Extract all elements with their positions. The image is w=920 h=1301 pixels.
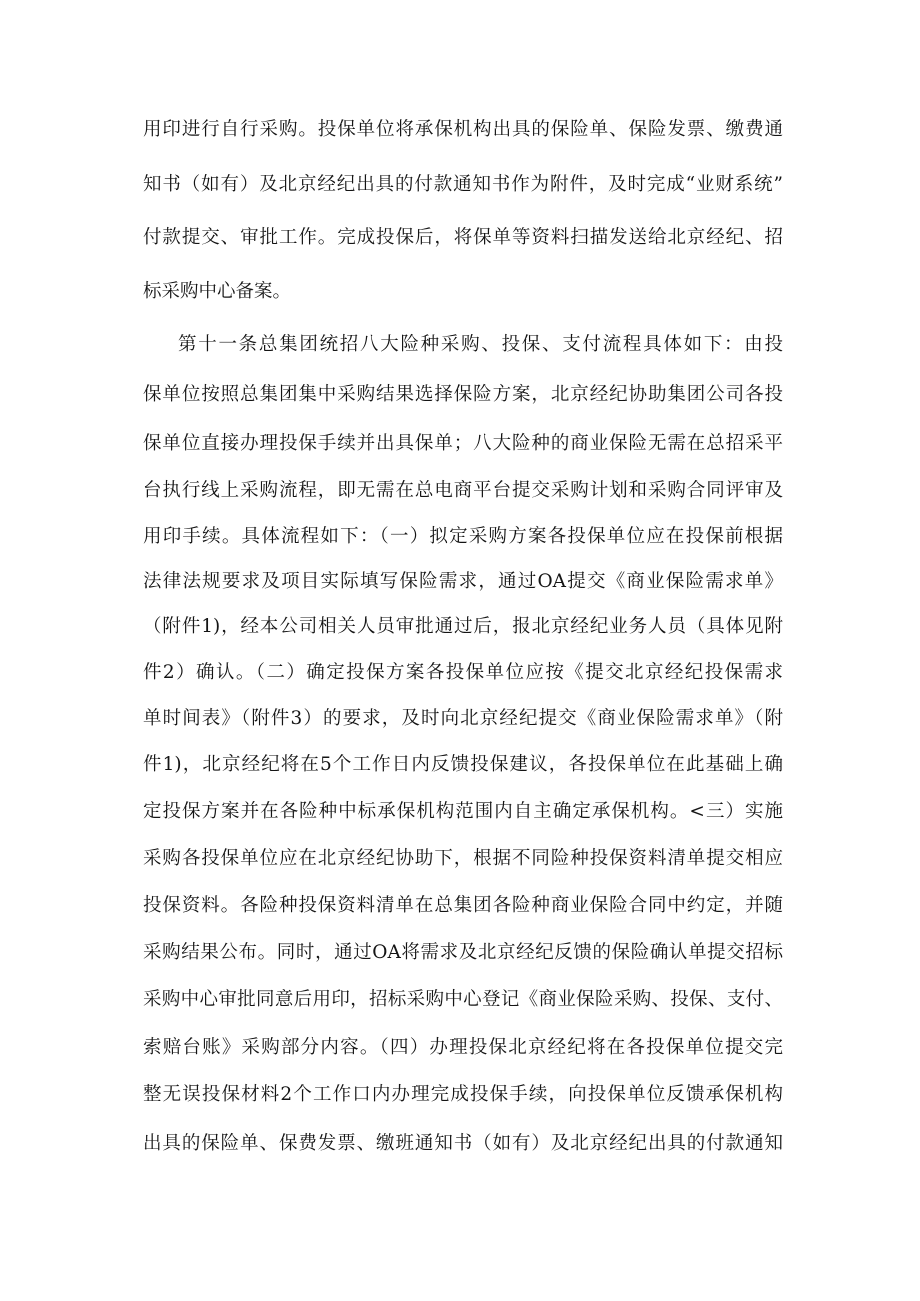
text-line: 采购各投保单位应在北京经纪协助下，根据不同险种投保资料清单提交相应: [143, 848, 783, 869]
text-line: 台执行线上采购流程，即无需在总电商平台提交采购计划和采购合同评审及: [143, 480, 783, 501]
text-line: 知书（如有）及北京经纪出具的付款通知书作为附件，及时完成“业财系统”: [143, 174, 783, 195]
text-line: 用印手续。具体流程如下：（一）拟定采购方案各投保单位应在投保前根据: [143, 526, 783, 547]
text-line: 标采购中心备案。: [143, 281, 292, 302]
text-line: 采购中心审批同意后用印，招标采购中心登记《商业保险采购、投保、支付、: [143, 989, 783, 1010]
text-line: 投保资料。各险种投保资料清单在总集团各险种商业保险合同中约定，并随: [143, 895, 783, 916]
text-line: 整无误投保材料2个工作口内办理完成投保手续，向投保单位反馈承保机构: [143, 1084, 783, 1105]
text-line: 采购结果公布。同时，通过OA将需求及北京经纪反馈的保险确认单提交招标: [143, 942, 783, 963]
text-line: 付款提交、审批工作。完成投保后，将保单等资料扫描发送给北京经纪、招: [143, 227, 783, 248]
text-line: 出具的保险单、保费发票、缴班通知书（如有）及北京经纪出具的付款通知: [143, 1133, 783, 1154]
text-line: 法律法规要求及项目实际填写保险需求，通过OA提交《商业保险需求单》: [143, 571, 783, 592]
text-line: 定投保方案并在各险种中标承保机构范围内自主确定承保机构。<三）实施: [143, 801, 783, 822]
text-line: 第十一条总集团统招八大险种采购、投保、支付流程具体如下：由投: [178, 334, 783, 355]
text-line: 用印进行自行采购。投保单位将承保机构出具的保险单、保险发票、缴费通: [143, 119, 783, 140]
text-line: 保单位直接办理投保手续并出具保单；八大险种的商业保险无需在总招采平: [143, 433, 783, 454]
text-line: 件2）确认。（二）确定投保方案各投保单位应按《提交北京经纪投保需求: [143, 662, 783, 683]
text-line: 件1)，北京经纪将在5个工作日内反馈投保建议，各投保单位在此基础上确: [143, 754, 783, 775]
text-line: （附件1)，经本公司相关人员审批通过后，报北京经纪业务人员（具体见附: [143, 616, 783, 637]
text-line: 索赔台账》采购部分内容。（四）办理投保北京经纪将在各投保单位提交完: [143, 1037, 783, 1058]
text-line: 保单位按照总集团集中采购结果选择保险方案，北京经纪协助集团公司各投: [143, 384, 783, 405]
text-line: 单时间表》（附件3）的要求，及时向北京经纪提交《商业保险需求单》（附: [143, 708, 783, 729]
